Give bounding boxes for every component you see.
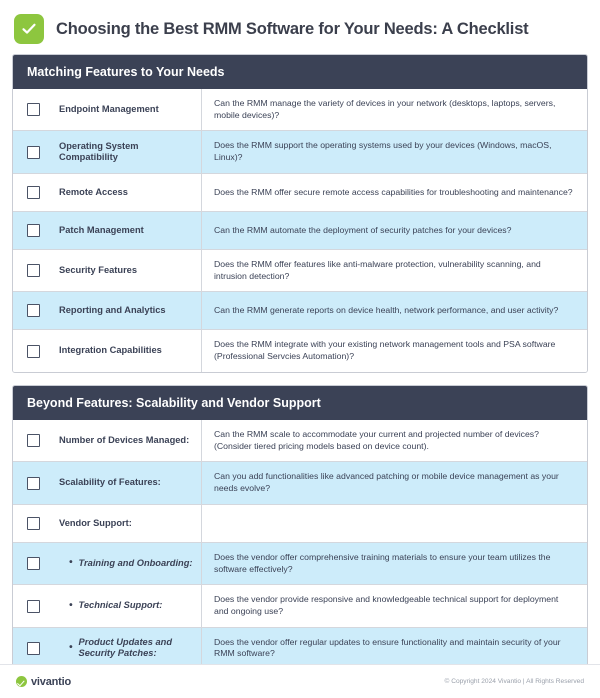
checklist-row[interactable]	[13, 461, 587, 503]
row-description	[201, 174, 587, 211]
checkbox-cell[interactable]	[13, 330, 53, 371]
row-description	[201, 212, 587, 249]
row-description-line-2: (Consider tiered pricing models based on device count).	[214, 440, 429, 451]
row-description-line-1: Does the RMM support the operating systems used by your devices (Windows, macOS, Linux)?	[214, 140, 552, 163]
row-label	[53, 585, 201, 626]
checklist-row[interactable]	[13, 329, 587, 371]
checklist-row[interactable]	[13, 584, 587, 626]
row-description-line-1: Can the RMM automate the deployment of security patches for your devices?	[214, 224, 512, 235]
checkbox[interactable]	[27, 264, 40, 277]
row-description	[201, 131, 587, 172]
row-description-line-1: Can the RMM scale to accommodate your current and projected number of devices?	[214, 428, 539, 439]
row-description-line-1: Does the vendor provide responsive and knowledgeable technical support for deployment and ongoing use?	[214, 594, 559, 617]
brand-name: vivantio	[31, 675, 71, 688]
checkbox-cell[interactable]	[13, 89, 53, 130]
row-description-line-1: Does the RMM offer secure remote access capabilities for troubleshooting and maintenance?	[214, 186, 573, 197]
checklist-row[interactable]	[13, 249, 587, 291]
row-description-line-1: Can the RMM manage the variety of devices in your network (desktops, laptops, servers, mobile devices)?	[214, 98, 556, 120]
row-label: Operating System Compatibility	[59, 140, 139, 163]
checkbox-cell[interactable]	[13, 628, 53, 669]
row-label	[53, 628, 201, 669]
row-description-line-1: Does the RMM offer features like anti-malware protection, vulnerability scanning, and intrusion detection?	[214, 258, 541, 281]
row-label: Endpoint Management	[59, 103, 159, 114]
row-description-line-1: Does the vendor offer comprehensive training materials to ensure your team utilizes the software effectively?	[214, 551, 551, 574]
page-footer	[0, 664, 600, 698]
bullet-icon: •	[69, 557, 73, 569]
section-heading-1: Matching Features to Your Needs	[13, 55, 587, 89]
checkbox-cell[interactable]	[13, 543, 53, 584]
row-description	[201, 89, 587, 130]
row-label-text: Product Updates and Security Patches:	[78, 636, 173, 659]
row-description	[201, 462, 587, 503]
checklist-row[interactable]	[13, 130, 587, 172]
checkbox[interactable]	[27, 477, 40, 490]
checklist-row[interactable]	[13, 211, 587, 249]
checkbox[interactable]	[27, 146, 40, 159]
row-description-line-1: Can the RMM generate reports on device health, network performance, and user activity?	[214, 305, 559, 316]
bullet-icon: •	[69, 599, 73, 611]
row-description	[201, 292, 587, 329]
checkbox[interactable]	[27, 517, 40, 530]
row-description-line-1: Can you add functionalities like advanced patching or mobile device management as your needs evolve?	[214, 471, 559, 494]
section-card-1	[12, 54, 588, 373]
row-label-text: Training and Onboarding:	[78, 557, 193, 568]
checkbox-cell[interactable]	[13, 212, 53, 249]
checklist-row[interactable]	[13, 173, 587, 211]
checklist-row[interactable]	[13, 504, 587, 542]
row-description	[201, 420, 587, 461]
row-label: Scalability of Features:	[59, 477, 161, 488]
checkbox-cell[interactable]	[13, 420, 53, 461]
checkbox-cell[interactable]	[13, 250, 53, 291]
vivantio-logo	[16, 676, 71, 688]
checklist-row[interactable]	[13, 542, 587, 584]
checkbox[interactable]	[27, 642, 40, 655]
section-rows-2	[13, 420, 587, 669]
row-description	[201, 585, 587, 626]
page-header	[0, 0, 600, 54]
checkbox-cell[interactable]	[13, 131, 53, 172]
checkbox-cell[interactable]	[13, 505, 53, 542]
checklist-row[interactable]	[13, 291, 587, 329]
checkbox[interactable]	[27, 434, 40, 447]
row-description	[201, 628, 587, 669]
copyright-text: © Copyright 2024 Vivantio | All Rights Reserved	[444, 678, 584, 685]
checkbox-cell[interactable]	[13, 174, 53, 211]
checkbox-cell[interactable]	[13, 462, 53, 503]
row-description	[201, 330, 587, 371]
row-label: Number of Devices Managed:	[59, 434, 190, 445]
checklist-row[interactable]	[13, 420, 587, 461]
row-label: Security Features	[59, 264, 138, 275]
row-label-text: Technical Support:	[78, 600, 163, 611]
row-label: Integration Capabilities	[59, 345, 162, 356]
row-label: Reporting and Analytics	[59, 305, 166, 316]
checkbox[interactable]	[27, 103, 40, 116]
row-description-line-1: Does the vendor offer regular updates to ensure functionality and maintain security of your RMM software?	[214, 636, 561, 659]
checkbox[interactable]	[27, 557, 40, 570]
row-label: Patch Management	[59, 224, 144, 235]
checklist-row[interactable]	[13, 89, 587, 130]
check-circle-icon	[16, 676, 27, 687]
checkbox[interactable]	[27, 224, 40, 237]
row-label: Remote Access	[59, 186, 128, 197]
checkbox[interactable]	[27, 304, 40, 317]
section-rows-1	[13, 89, 587, 372]
row-description-line-2: (Professional Servcies Automation)?	[214, 351, 355, 362]
row-label	[53, 543, 201, 584]
checkbox-cell[interactable]	[13, 585, 53, 626]
check-badge-icon	[14, 14, 44, 44]
checklist-row[interactable]	[13, 627, 587, 669]
checkbox[interactable]	[27, 186, 40, 199]
row-description	[201, 505, 587, 542]
checkbox-cell[interactable]	[13, 292, 53, 329]
row-description	[201, 250, 587, 291]
bullet-icon: •	[69, 642, 73, 654]
section-heading-2: Beyond Features: Scalability and Vendor Support	[13, 386, 587, 420]
checkbox[interactable]	[27, 600, 40, 613]
section-card-2	[12, 385, 588, 670]
row-description-line-1: Does the RMM integrate with your existing network management tools and PSA software	[214, 339, 556, 350]
page-title: Choosing the Best RMM Software for Your Needs: A Checklist	[56, 19, 529, 38]
checkbox[interactable]	[27, 345, 40, 358]
row-label: Vendor Support:	[59, 517, 132, 528]
row-description	[201, 543, 587, 584]
